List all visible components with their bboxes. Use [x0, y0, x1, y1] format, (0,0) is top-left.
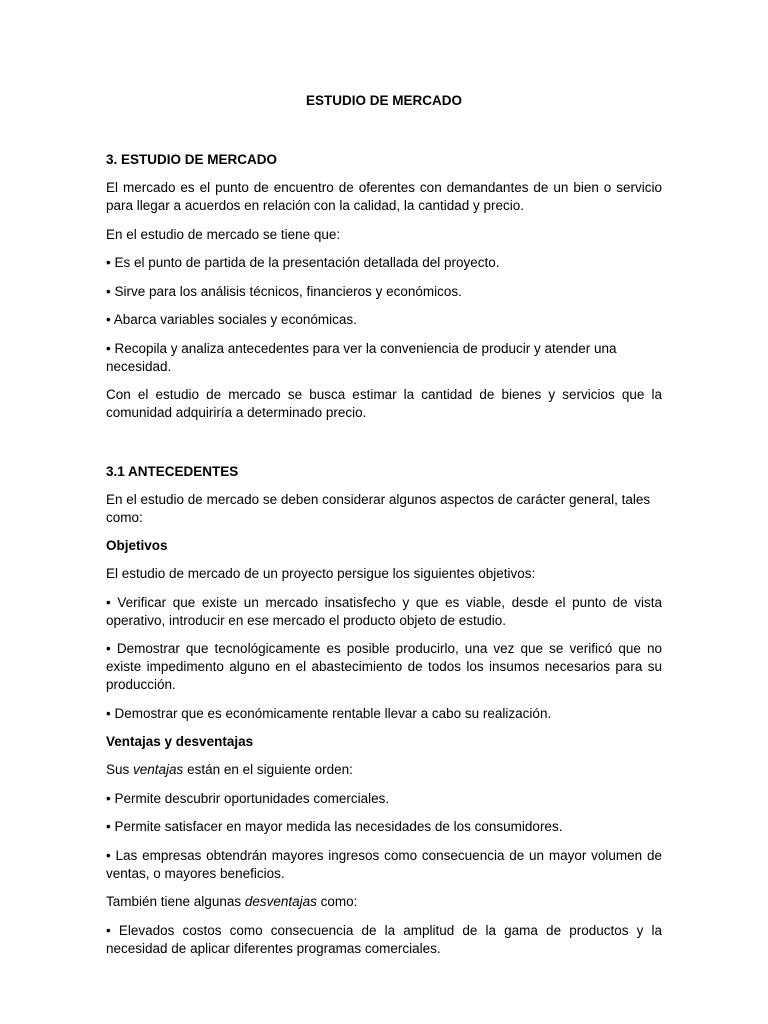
section-3-intro: El mercado es el punto de encuentro de oferentes con demandantes de un bien o servicio para llegar a acuerdos en relación con la calidad, la cantidad y precio.	[106, 180, 662, 213]
desventajas-lead-suffix: como:	[316, 894, 358, 909]
section-3-closing: Con el estudio de mercado se busca estimar la cantidad de bienes y servicios que la comunidad adquiriría a determinado precio.	[106, 387, 662, 420]
ventajas-lead-suffix: están en el siguiente orden:	[183, 762, 353, 777]
ventajas-bullet-3: • Las empresas obtendrán mayores ingresos como consecuencia de un mayor volumen de ventas, o mayores beneficios.	[106, 847, 662, 881]
section-3-bullet-4: • Recopila y analiza antecedentes para ver la conveniencia de producir y atender una necesidad.	[106, 340, 617, 374]
ventajas-bullet-2: • Permite satisfacer en mayor medida las necesidades de los consumidores.	[106, 819, 563, 834]
ventajas-lead-prefix: Sus	[106, 762, 134, 777]
ventajas-bullet-1: • Permite descubrir oportunidades comerciales.	[106, 790, 390, 806]
section-3-1-heading: 3.1 ANTECEDENTES	[106, 463, 239, 479]
document-body	[106, 151, 662, 968]
section-3-heading: 3. ESTUDIO DE MERCADO	[106, 152, 278, 167]
ventajas-heading: Ventajas y desventajas	[106, 734, 254, 749]
ventajas-lead-emphasis: ventajas	[133, 762, 184, 777]
objetivos-bullet-1: • Verificar que existe un mercado insatisfecho y que es viable, desde el punto de vista operativo, introducir en ese mercado el producto objeto de estudio.	[106, 594, 662, 628]
objetivos-heading: Objetivos	[106, 538, 168, 553]
section-3-lead: En el estudio de mercado se tiene que:	[106, 226, 341, 242]
desventajas-lead-prefix: También tiene algunas	[106, 894, 245, 909]
document-title: ESTUDIO DE MERCADO	[305, 93, 462, 108]
objetivos-bullet-3: • Demostrar que es económicamente rentable llevar a cabo su realización.	[106, 705, 552, 721]
section-3-bullet-3: • Abarca variables sociales y económicas.	[106, 312, 357, 327]
section-spacer	[106, 433, 662, 463]
desventajas-lead	[106, 893, 662, 911]
section-3-bullet-2: • Sirve para los análisis técnicos, financieros y económicos.	[106, 283, 462, 299]
ventajas-lead	[106, 761, 662, 779]
desventajas-bullet-1: • Elevados costos como consecuencia de la amplitud de la gama de productos y la necesidad de aplicar diferentes programas comerciales.	[106, 922, 662, 956]
desventajas-lead-emphasis: desventajas	[244, 894, 317, 909]
section-3-1-intro: En el estudio de mercado se deben considerar algunos aspectos de carácter general, tales como:	[106, 491, 651, 525]
section-3-bullet-1: • Es el punto de partida de la presentación detallada del proyecto.	[106, 255, 500, 270]
objetivos-bullet-2: • Demostrar que tecnológicamente es posible producirlo, una vez que se verificó que no existe impedimento alguno en el abastecimiento de todos los insumos necesarios para su producción.	[106, 641, 662, 692]
objetivos-lead: El estudio de mercado de un proyecto persigue los siguientes objetivos:	[106, 566, 536, 581]
